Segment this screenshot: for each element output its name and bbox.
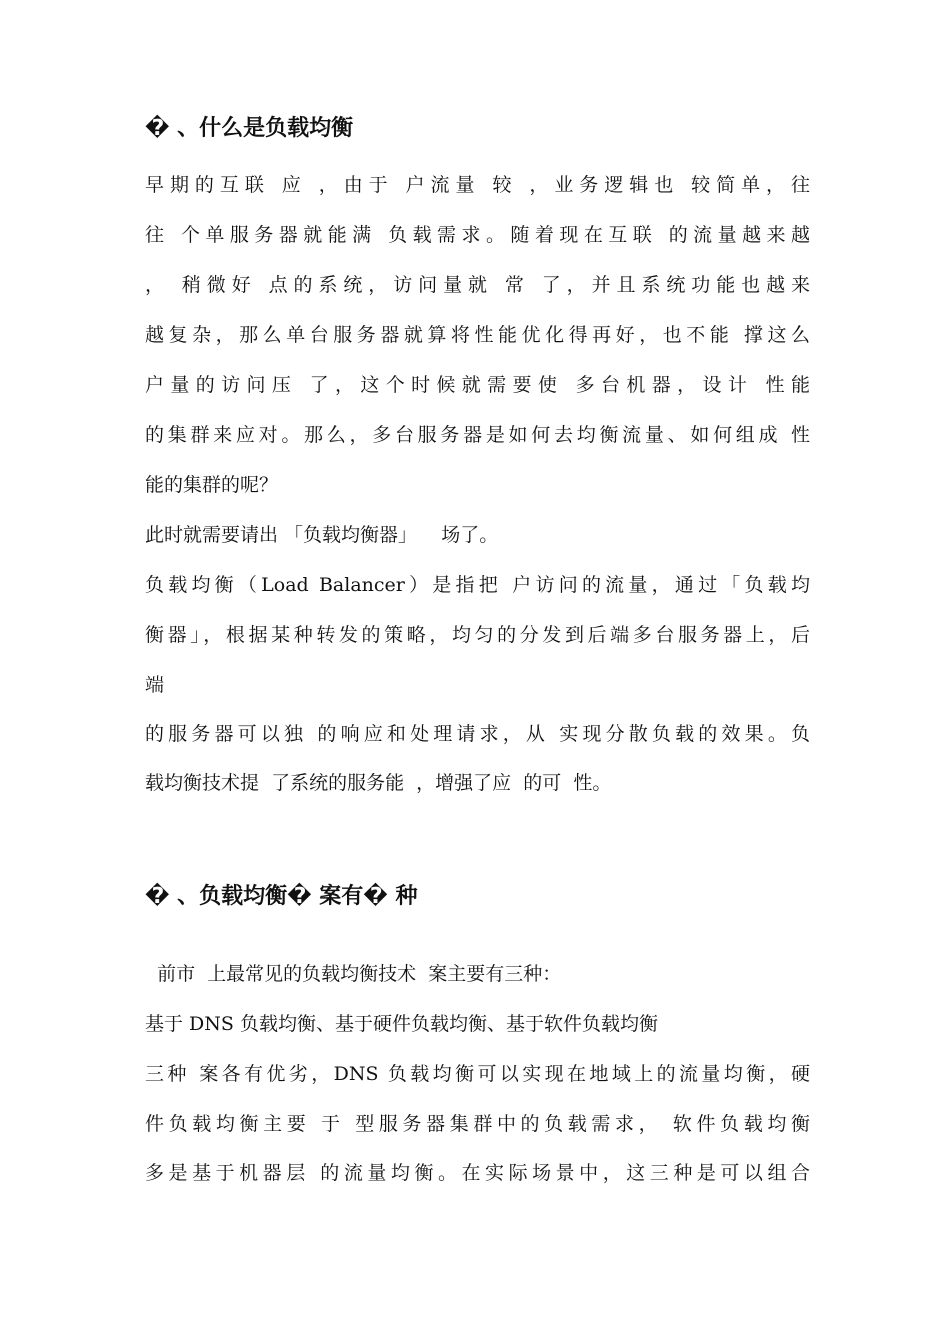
paragraph-line: 衡器」，根据某种转发的策略，均匀的分发到后端多台服务器上，后 [145, 624, 810, 646]
paragraph-line: 的集群来应对。那么，多台服务器是如何去均衡流量、如何组成 性 [145, 424, 810, 446]
paragraph-line: 载均衡技术提 了系统的服务能 ，增强了应 的可 性。 [145, 772, 612, 794]
paragraph-line: 能的集群的呢？ [145, 474, 279, 496]
paragraph-line: 早期的互联 应 ，由于 户流量 较 ，业务逻辑也 较简单，往 [145, 174, 810, 196]
paragraph-line: 三种 案各有优劣，DNS 负载均衡可以实现在地域上的流量均衡，硬 [145, 1063, 810, 1085]
paragraph-line: 件负载均衡主要 于 型服务器集群中的负载需求， 软件负载均衡 [145, 1113, 810, 1135]
paragraph-line: 多是基于机器层 的流量均衡。在实际场景中，这三种是可以组合 [145, 1162, 810, 1184]
paragraph-line: 此时就需要请出 「负载均衡器」 场了。 [145, 524, 499, 546]
paragraph-line: 基于 DNS 负载均衡、基于硬件负载均衡、基于软件负载均衡 [145, 1013, 658, 1035]
paragraph-line: 越复杂，那么单台服务器就算将性能优化得再好，也不能 撑这么 [145, 324, 810, 346]
paragraph-line: 端 [145, 674, 165, 696]
paragraph-line: 的服务器可以独 的响应和处理请求，从 实现分散负载的效果。负 [145, 723, 810, 745]
paragraph-line: 负载均衡（Load Balancer）是指把 户访问的流量，通过「负载均 [145, 574, 810, 596]
paragraph-line: ， 稍微好 点的系统，访问量就 常 了，并且系统功能也越来 [145, 274, 810, 296]
section-heading-load-balancing-types: � 、负载均衡� 案有� 种 [145, 884, 418, 909]
paragraph-line: 往 个单服务器就能满 负载需求。随着现在互联 的流量越来越 [145, 224, 810, 246]
paragraph-line: 户量的访问压 了，这个时候就需要使 多台机器，设计 性能 [145, 374, 810, 396]
paragraph-line: 前市 上最常见的负载均衡技术 案主要有三种： [145, 963, 562, 985]
section-heading-what-is-load-balancing: � 、什么是负载均衡 [145, 116, 354, 141]
